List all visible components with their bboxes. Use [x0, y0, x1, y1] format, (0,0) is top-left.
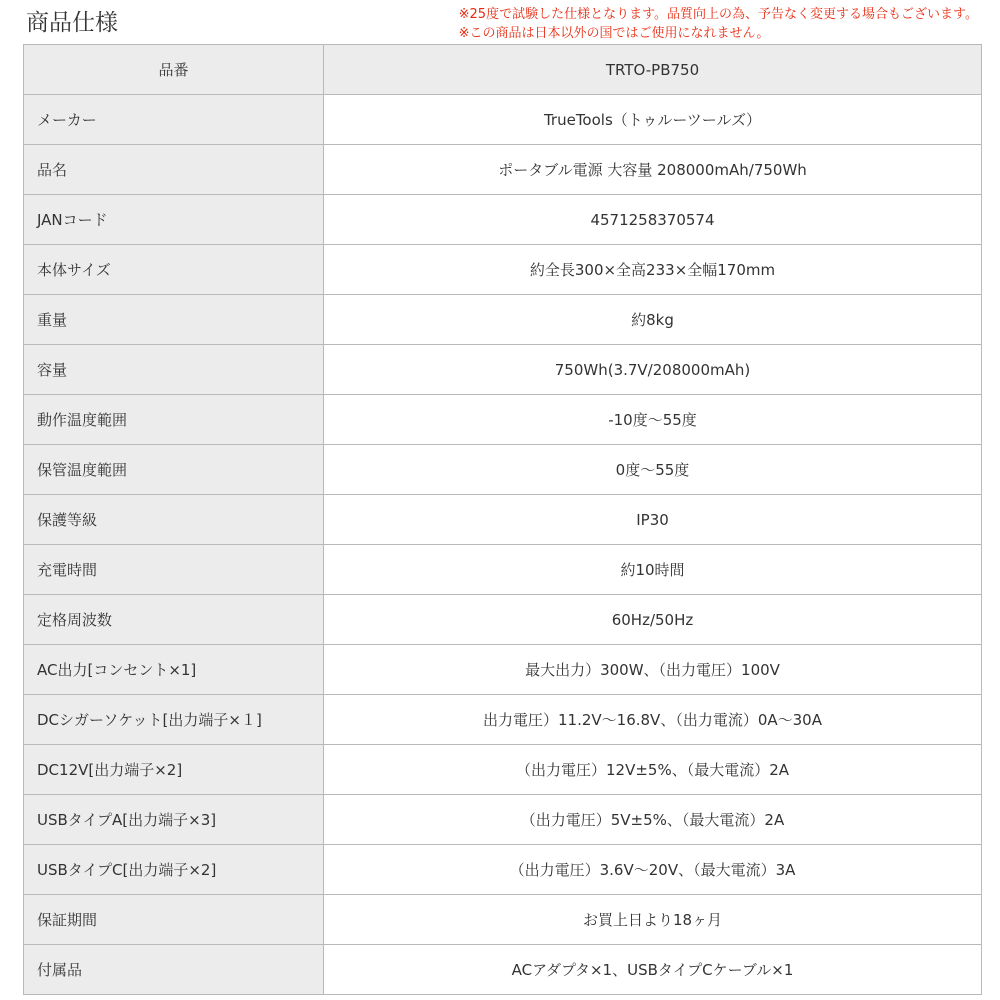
- row-label: メーカー: [24, 95, 324, 145]
- row-label: 充電時間: [24, 545, 324, 595]
- table-row: [24, 545, 982, 595]
- table-row: [24, 295, 982, 345]
- row-value: 60Hz/50Hz: [324, 595, 982, 645]
- table-header-row: [24, 45, 982, 95]
- note-test-condition: ※25度で試験した仕様となります。品質向上の為、予告なく変更する場合もございます。: [458, 7, 978, 22]
- notes: [459, 5, 978, 43]
- row-value: TrueTools（トゥルーツールズ）: [324, 95, 982, 145]
- row-value: ACアダプタ×1、USBタイプCケーブル×1: [324, 945, 982, 995]
- row-value: -10度～55度: [324, 395, 982, 445]
- row-label: 本体サイズ: [24, 245, 324, 295]
- row-value: （出力電圧）3.6V～20V、（最大電流）3A: [324, 845, 982, 895]
- header-label: 品番: [24, 45, 324, 95]
- table-row: [24, 645, 982, 695]
- row-value: 4571258370574: [324, 195, 982, 245]
- row-label: JANコード: [24, 195, 324, 245]
- row-value: 約10時間: [324, 545, 982, 595]
- row-value: 0度～55度: [324, 445, 982, 495]
- table-row: [24, 345, 982, 395]
- row-value: IP30: [324, 495, 982, 545]
- row-label: 保管温度範囲: [24, 445, 324, 495]
- row-label: AC出力[コンセント×1]: [24, 645, 324, 695]
- row-label: 品名: [24, 145, 324, 195]
- header-value: TRTO-PB750: [324, 45, 982, 95]
- spec-table: [23, 44, 982, 995]
- row-value: お買上日より18ヶ月: [324, 895, 982, 945]
- table-row: [24, 245, 982, 295]
- table-row: [24, 445, 982, 495]
- row-label: USBタイプA[出力端子×3]: [24, 795, 324, 845]
- row-value: （出力電圧）12V±5%、（最大電流）2A: [324, 745, 982, 795]
- table-row: [24, 845, 982, 895]
- table-row: [24, 395, 982, 445]
- table-row: [24, 145, 982, 195]
- table-row: [24, 695, 982, 745]
- table-row: [24, 945, 982, 995]
- row-label: DCシガーソケット[出力端子×１]: [24, 695, 324, 745]
- page-title: 商品仕様: [26, 10, 118, 36]
- table-row: [24, 195, 982, 245]
- header: [0, 0, 1000, 45]
- table-row: [24, 495, 982, 545]
- table-row: [24, 95, 982, 145]
- row-value: 約全長300×全高233×全幅170mm: [324, 245, 982, 295]
- note-region-restriction: ※この商品は日本以外の国ではご使用になれません。: [458, 26, 770, 41]
- row-label: USBタイプC[出力端子×2]: [24, 845, 324, 895]
- row-value: （出力電圧）5V±5%、（最大電流）2A: [324, 795, 982, 845]
- row-label: 動作温度範囲: [24, 395, 324, 445]
- row-label: 付属品: [24, 945, 324, 995]
- table-row: [24, 895, 982, 945]
- table-row: [24, 745, 982, 795]
- row-value: 約8kg: [324, 295, 982, 345]
- row-value: 750Wh(3.7V/208000mAh): [324, 345, 982, 395]
- row-label: 保証期間: [24, 895, 324, 945]
- table-row: [24, 595, 982, 645]
- row-label: 保護等級: [24, 495, 324, 545]
- row-label: DC12V[出力端子×2]: [24, 745, 324, 795]
- row-value: ポータブル電源 大容量 208000mAh/750Wh: [324, 145, 982, 195]
- row-value: 最大出力）300W、（出力電圧）100V: [324, 645, 982, 695]
- row-label: 定格周波数: [24, 595, 324, 645]
- row-label: 容量: [24, 345, 324, 395]
- row-label: 重量: [24, 295, 324, 345]
- row-value: 出力電圧）11.2V～16.8V、（出力電流）0A～30A: [324, 695, 982, 745]
- table-row: [24, 795, 982, 845]
